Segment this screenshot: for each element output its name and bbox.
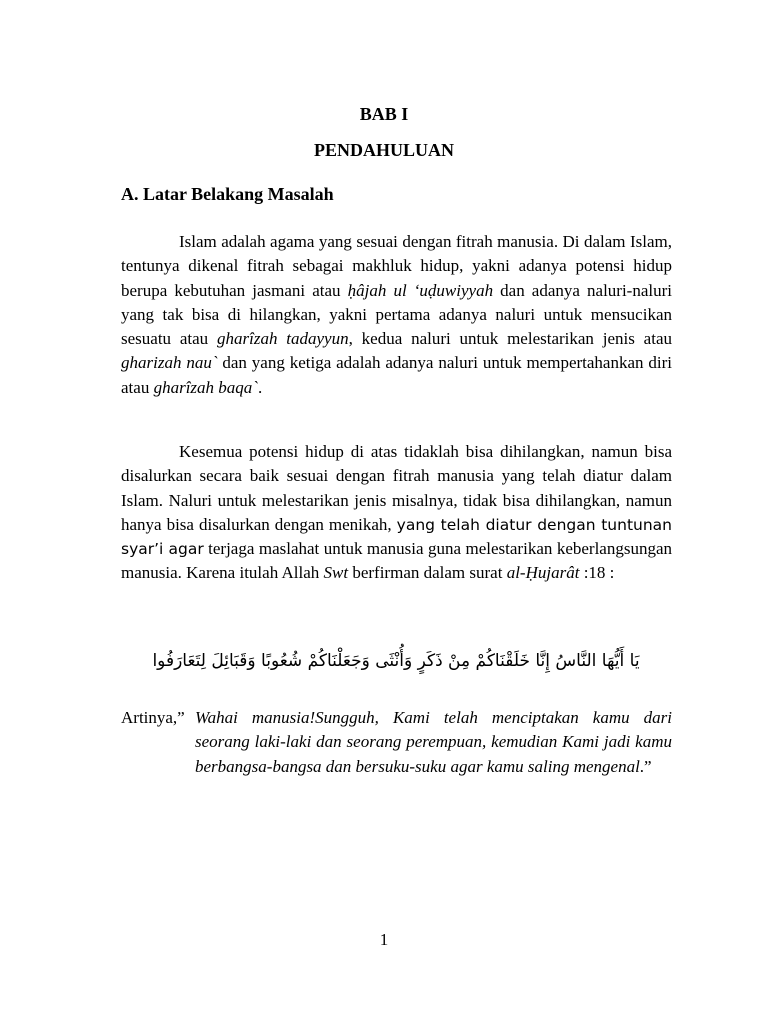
paragraph-text: berfirman dalam surat <box>348 563 507 583</box>
chapter-title: PENDAHULUAN <box>313 140 454 160</box>
section-heading: A. Latar Belakang Masalah <box>121 184 334 204</box>
italic-term: al-Ḥujarât <box>506 563 580 583</box>
italic-term: gharîzah tadayyun <box>217 329 349 349</box>
arabic-verse: يَا أَيُّهَا النَّاسُ إِنَّا خَلَقْنَاكُمْ مِنْ ذَكَرٍ وَأُنْثَى وَجَعَلْنَاكُمْ شُعُوبًا وَقَبَائِلَ لِتَعَارَفُوا <box>152 651 640 671</box>
paragraph-text: Kesemua potensi hidup di atas tidaklah bisa dihilangkan, namun bisa disalurkan secara baik sesuai dengan fitrah manusia yang telah diatur dalam Islam. Naluri untuk melestarikan jenis misalnya, tidak bisa dihilangkan, namun hanya bisa disalurkan dengan menikah, <box>121 442 672 534</box>
paragraph-text: dan adanya naluri-naluri yang tak bisa di hilangkan, yakni pertama adanya naluri untuk mensucikan sesuatu atau <box>121 280 672 349</box>
italic-term: gharîzah baqa` <box>153 377 258 397</box>
verse-translation <box>121 706 672 779</box>
paragraph-background-2 <box>121 440 672 586</box>
italic-term: ḥâjah ul ‘uḍuwiyyah <box>347 280 494 300</box>
italic-term: gharizah nau` <box>121 353 218 373</box>
page-number: 1 <box>379 930 389 949</box>
chapter-number: BAB I <box>359 104 409 124</box>
paragraph-text: Islam adalah agama yang sesuai dengan fitrah manusia. Di dalam Islam, tentunya dikenal fitrah sebagai makhluk hidup, yakni adanya potensi hidup berupa kebutuhan jasmani atau <box>121 232 672 300</box>
translation-closing: .” <box>639 756 652 776</box>
paragraph-background-1 <box>121 230 672 400</box>
paragraph-text: . <box>257 377 263 397</box>
paragraph-text: dan yang ketiga adalah adanya naluri untuk mempertahankan diri atau <box>121 353 672 397</box>
paragraph-text: , kedua naluri untuk melestarikan jenis atau <box>348 329 672 349</box>
translation-label: Artinya,” <box>121 708 185 727</box>
paragraph-text: :18 : <box>579 563 615 583</box>
paragraph-text: terjaga maslahat untuk manusia guna melestarikan keberlangsungan manusia. Karena itulah Allah <box>121 539 672 583</box>
highlighted-phrase: yang telah diatur dengan tuntunan syar’i agar <box>121 515 672 559</box>
translation-text: Wahai manusia!Sungguh, Kami telah menciptakan kamu dari seorang laki-laki dan seorang perempuan, kemudian Kami jadi kamu berbangsa-bangsa dan bersuku-suku agar kamu saling mengenal <box>195 708 672 776</box>
italic-term: Swt <box>323 563 349 583</box>
